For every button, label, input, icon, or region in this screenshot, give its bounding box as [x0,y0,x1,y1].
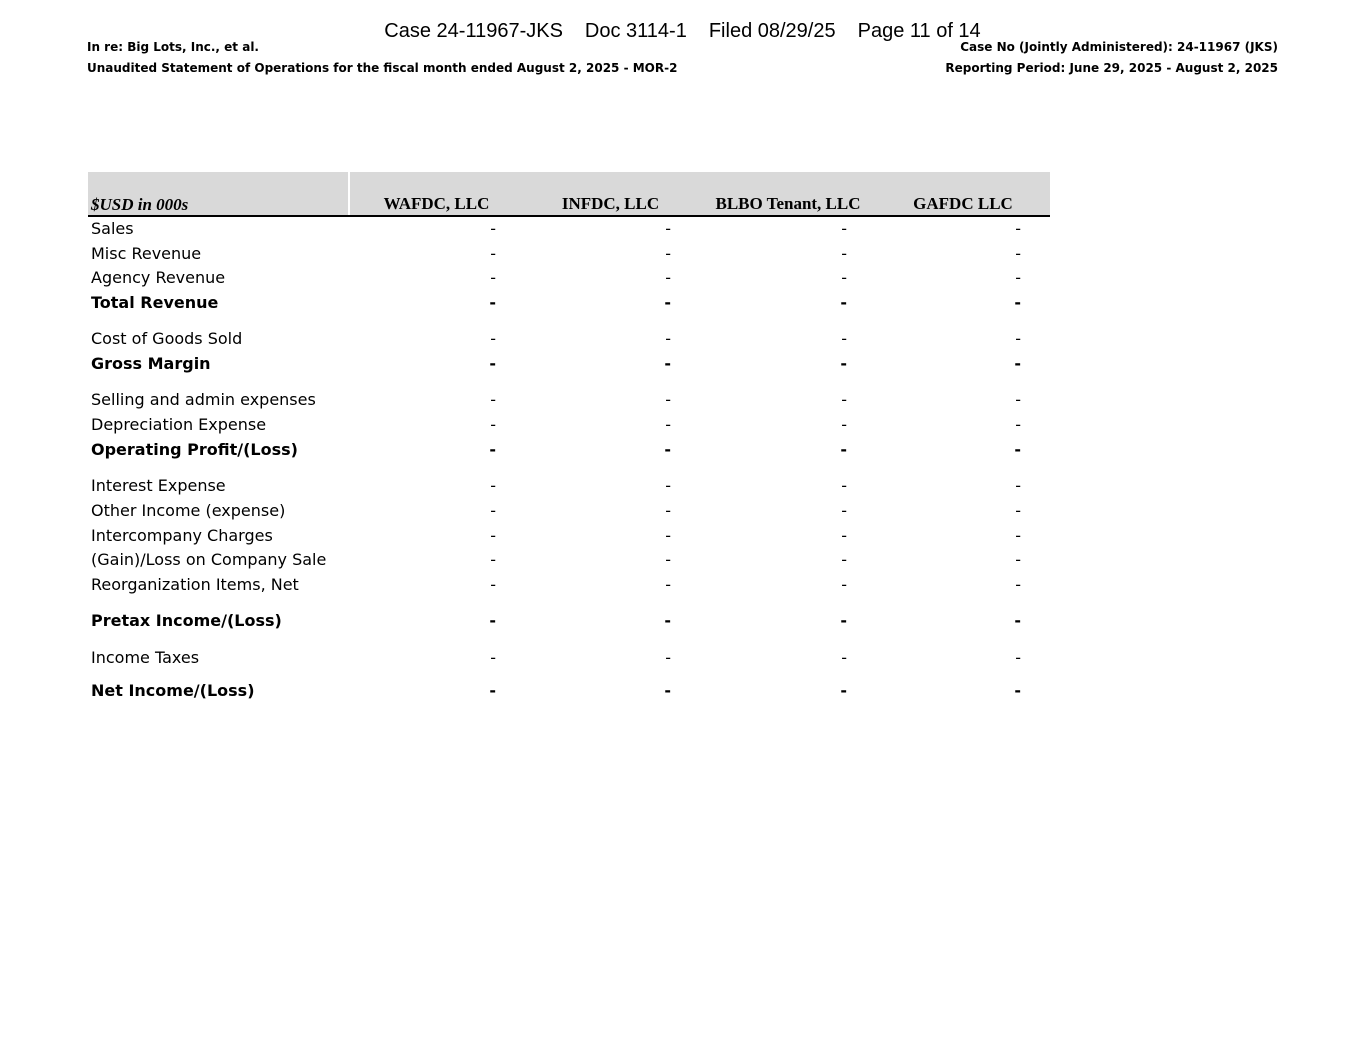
table-row-total [88,608,1050,633]
row-value: - [489,611,496,630]
table-row [88,412,1050,437]
column-header-wafdc: WAFDC, LLC [383,194,490,213]
row-value: - [665,501,671,520]
row-label: Income Taxes [91,648,200,667]
row-value: - [1014,440,1021,459]
row-value: - [1015,648,1021,667]
row-value: - [1015,476,1021,495]
stamp-filed: Filed 08/29/25 [708,20,836,42]
row-value: - [841,244,847,263]
row-value: - [665,329,671,348]
row-value: - [841,575,847,594]
row-label: Gross Margin [91,354,211,373]
row-value: - [664,681,671,700]
row-value: - [490,268,496,287]
stamp-doc: Doc 3114-1 [584,20,687,42]
row-value: - [490,550,496,569]
row-value: - [665,268,671,287]
row-value: - [841,501,847,520]
table-row [88,498,1050,523]
row-value: - [1015,390,1021,409]
table-row [88,547,1050,572]
row-value: - [665,390,671,409]
row-value: - [1014,681,1021,700]
reporting-period: Reporting Period: June 29, 2025 - August 2, 2025 [945,61,1278,75]
table-row [88,645,1050,670]
row-value: - [1015,550,1021,569]
row-value: - [1015,526,1021,545]
row-label: Intercompany Charges [91,526,273,545]
row-label: Selling and admin expenses [91,390,316,409]
row-value: - [841,526,847,545]
row-value: - [1015,329,1021,348]
in-re-caption: In re: Big Lots, Inc., et al. [87,40,259,54]
table-row-total [88,290,1050,315]
row-label: Operating Profit/(Loss) [91,440,298,459]
row-label: Other Income (expense) [91,501,286,520]
row-value: - [840,681,847,700]
row-value: - [490,415,496,434]
row-value: - [841,268,847,287]
table-row [88,265,1050,290]
row-label: Reorganization Items, Net [91,575,299,594]
row-value: - [489,440,496,459]
row-value: - [1014,354,1021,373]
row-value: - [841,550,847,569]
row-value: - [664,440,671,459]
row-value: - [490,219,496,238]
row-label: Total Revenue [91,293,219,312]
row-value: - [490,648,496,667]
table-row [88,473,1050,498]
column-header-blbo-tenant: BLBO Tenant, LLC [715,194,861,213]
row-label: Sales [91,219,134,238]
row-value: - [489,354,496,373]
case-number: Case No (Jointly Administered): 24-11967 (JKS) [960,40,1278,54]
row-label: Interest Expense [91,476,226,495]
table-row [88,572,1050,597]
row-value: - [665,476,671,495]
table-row [88,326,1050,351]
row-value: - [665,648,671,667]
table-row-total [88,678,1050,703]
table-row [88,216,1050,241]
row-label: Net Income/(Loss) [91,681,255,700]
row-value: - [665,219,671,238]
table-header [88,172,1050,217]
row-value: - [840,354,847,373]
row-value: - [490,476,496,495]
column-header-gafdc: GAFDC LLC [913,194,1013,213]
row-value: - [489,293,496,312]
row-value: - [1014,611,1021,630]
row-value: - [665,550,671,569]
row-value: - [1015,575,1021,594]
row-value: - [665,244,671,263]
table-row-total [88,437,1050,462]
row-label: Agency Revenue [91,268,226,287]
row-value: - [665,575,671,594]
row-value: - [1015,501,1021,520]
row-value: - [841,648,847,667]
row-value: - [489,681,496,700]
row-value: - [665,526,671,545]
row-value: - [664,293,671,312]
row-value: - [841,219,847,238]
row-label: Depreciation Expense [91,415,267,434]
row-value: - [490,575,496,594]
row-value: - [1015,244,1021,263]
row-label: Cost of Goods Sold [91,329,243,348]
row-value: - [1015,219,1021,238]
row-value: - [841,415,847,434]
row-value: - [490,526,496,545]
row-value: - [664,611,671,630]
unit-label: $USD in 000s [91,195,189,214]
row-value: - [841,329,847,348]
column-header-infdc: INFDC, LLC [561,194,660,213]
row-value: - [1015,415,1021,434]
table-row [88,387,1050,412]
row-value: - [490,244,496,263]
stamp-page: Page 11 of 14 [857,20,981,42]
stamp-case: Case 24-11967-JKS [384,20,563,42]
table-row-total [88,351,1050,376]
row-value: - [840,440,847,459]
row-value: - [490,501,496,520]
row-label: Misc Revenue [91,244,202,263]
row-value: - [840,293,847,312]
row-value: - [840,611,847,630]
row-label: Pretax Income/(Loss) [91,611,282,630]
row-label: (Gain)/Loss on Company Sale [91,550,327,569]
row-value: - [665,415,671,434]
statement-title: Unaudited Statement of Operations for the fiscal month ended August 2, 2025 - MOR-2 [87,61,678,75]
row-value: - [1014,293,1021,312]
row-value: - [841,476,847,495]
row-value: - [841,390,847,409]
row-value: - [664,354,671,373]
row-value: - [490,390,496,409]
row-value: - [490,329,496,348]
row-value: - [1015,268,1021,287]
table-row [88,523,1050,548]
table-row [88,241,1050,266]
